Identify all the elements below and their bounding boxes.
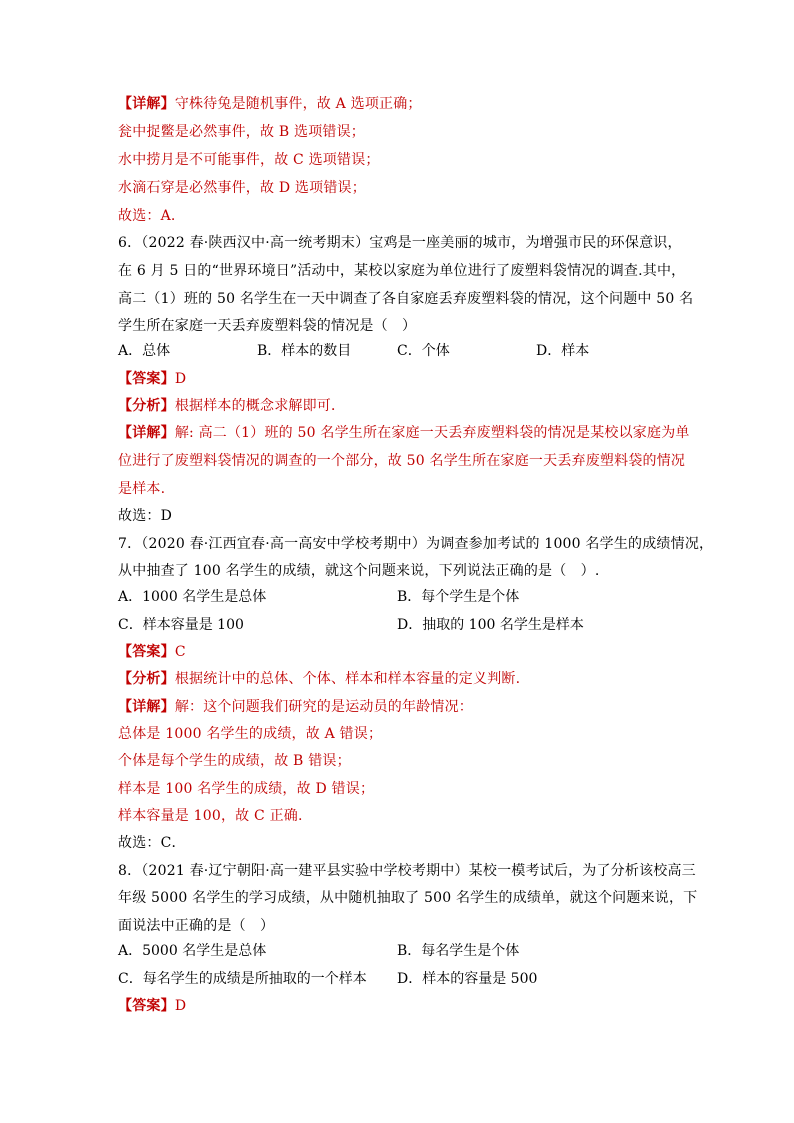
answer-tag: 【答案】	[118, 998, 175, 1014]
q8-stem-line: 年级 5000 名学生的学习成绩，从中随机抽取了 500 名学生的成绩单，就这个问题来说，下	[118, 890, 698, 906]
q7-choice: 故选：C．	[118, 835, 186, 851]
analysis-text: 根据统计中的总体、个体、样本和样本容量的定义判断.	[174, 671, 521, 687]
q6-analysis	[118, 397, 345, 415]
q8-option-d: D．样本的容量是 500	[397, 971, 538, 987]
q6-detail-line	[118, 424, 690, 442]
q5-choice: 故选：A.	[118, 208, 176, 224]
answer-value: C	[174, 644, 186, 660]
answer-tag: 【答案】	[118, 644, 175, 660]
q7-stem-line: 从中抽查了 100 名学生的成绩，就这个问题来说，下列说法正确的是（ ）.	[118, 563, 600, 579]
analysis-tag: 【分析】	[118, 398, 175, 414]
q7-analysis	[118, 670, 520, 688]
q6-stem-line: 高二（1）班的 50 名学生在一天中调查了各自家庭丢弃废塑料袋的情况，这个问题中 50 名	[118, 291, 694, 307]
q6-stem-line: 在 6 月 5 日的“世界环境日”活动中，某校以家庭为单位进行了废塑料袋情况的调查.其中，	[118, 263, 686, 279]
q7-stem-line: 7．（2020 春·江西宜春·高一高安中学校考期中）为调查参加考试的 1000 名学生的成绩情况，	[118, 536, 714, 552]
q6-stem-line: 6．（2022 春·陕西汉中·高一统考期末）宝鸡是一座美丽的城市，为增强市民的环保意识，	[118, 235, 682, 251]
q7-detail-line: 样本是 100 名学生的成绩，故 D 错误；	[118, 781, 375, 797]
q7-answer	[118, 643, 186, 661]
q7-detail-line: 样本容量是 100，故 C 正确.	[118, 808, 303, 824]
q6-choice: 故选：D	[118, 508, 173, 524]
q6-detail-line: 是样本.	[118, 481, 166, 497]
q5-detail-line: 水滴石穿是必然事件，故 D 选项错误；	[118, 180, 366, 196]
q7-option-c: C．样本容量是 100	[118, 617, 244, 633]
answer-value: D	[174, 998, 187, 1014]
detail-tag: 【详解】	[118, 699, 175, 715]
q5-detail-line: 水中捞月是不可能事件，故 C 选项错误；	[118, 152, 380, 168]
q7-option-a: A．1000 名学生是总体	[118, 589, 267, 605]
q6-stem-line: 学生所在家庭一天丢弃废塑料袋的情况是（ ）	[118, 318, 417, 334]
detail-tag: 【详解】	[118, 425, 175, 441]
q7-detail-line: 总体是 1000 名学生的成绩，故 A 错误；	[118, 726, 383, 742]
q6-answer	[118, 370, 186, 388]
detail-text: 解：这个问题我们研究的是运动员的年龄情况：	[174, 699, 474, 715]
q7-detail-line	[118, 698, 473, 716]
q7-detail-line: 个体是每个学生的成绩，故 B 错误；	[118, 753, 351, 769]
analysis-tag: 【分析】	[118, 671, 175, 687]
answer-tag: 【答案】	[118, 371, 175, 387]
q8-answer	[118, 997, 186, 1015]
q6-detail-line: 位进行了废塑料袋情况的调查的一个部分，故 50 名学生所在家庭一天丢弃废塑料袋的情况	[118, 453, 686, 469]
answer-value: D	[174, 371, 187, 387]
q5-detail-line: 瓮中捉鳖是必然事件，故 B 选项错误；	[118, 124, 365, 140]
detail-text: 守株待兔是随机事件，故 A 选项正确；	[174, 96, 422, 112]
q6-option-d: D．样本	[536, 343, 590, 359]
q8-option-a: A．5000 名学生是总体	[118, 943, 267, 959]
q6-option-b: B．样本的数目	[257, 343, 352, 359]
q8-option-b: B．每名学生是个体	[397, 943, 520, 959]
q6-option-c: C．个体	[397, 343, 450, 359]
q8-option-c: C．每名学生的成绩是所抽取的一个样本	[118, 971, 367, 987]
q5-detail-line	[118, 95, 422, 113]
q7-option-b: B．每个学生是个体	[397, 589, 520, 605]
detail-text: 解: 高二（1）班的 50 名学生所在家庭一天丢弃废塑料袋的情况是某校以家庭为单	[174, 425, 690, 441]
analysis-text: 根据样本的概念求解即可．	[174, 398, 346, 414]
q8-stem-line: 面说法中正确的是（ ）	[118, 918, 275, 934]
q7-option-d: D．抽取的 100 名学生是样本	[397, 617, 584, 633]
q8-stem-line: 8．（2021 春·辽宁朝阳·高一建平县实验中学校考期中）某校一模考试后，为了分析该校高三	[118, 863, 696, 879]
q6-option-a: A．总体	[118, 343, 171, 359]
detail-tag: 【详解】	[118, 96, 175, 112]
